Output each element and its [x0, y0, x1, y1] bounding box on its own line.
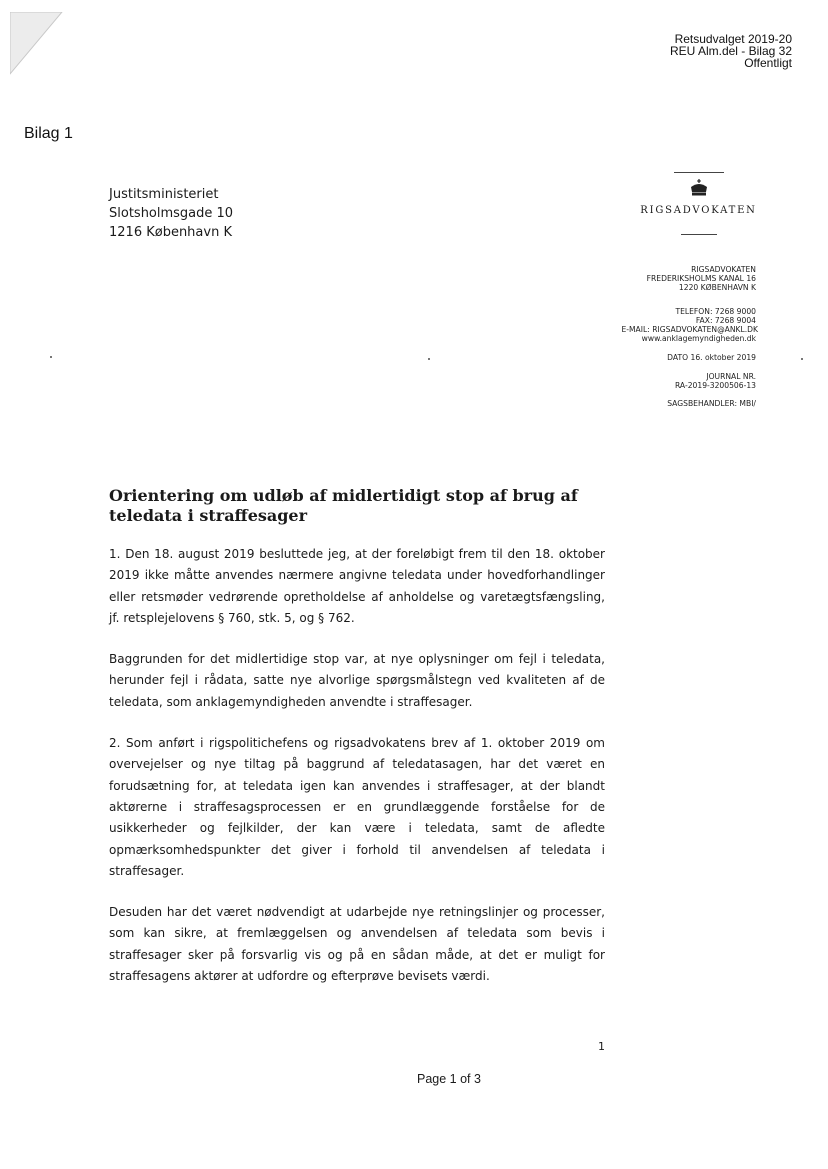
rigsadvokaten-logo [637, 172, 760, 235]
scan-speck [428, 358, 430, 360]
stamp-line-2: REU Alm.del - Bilag 32 [669, 44, 792, 58]
sender-web: www.anklagemyndigheden.dk [641, 334, 756, 344]
scan-speck [801, 358, 803, 360]
paragraph: Desuden har det været nødvendigt at udarbejde nye retningslinjer og processer, som kan sikre, at fremlæggelsen og anvendelsen af teledata som bevis i straffesager sker på forsvarlig vis og på en sådan måde, at det er muligt for straffesagens aktører at udfordre og efterprøve bevisets værdi. [109, 905, 605, 984]
stamp-line-1: Retsudvalget 2019-20 [674, 32, 792, 46]
sender-street: FREDERIKSHOLMS KANAL 16 [646, 274, 756, 284]
sender-journal-no: RA-2019-3200506-13 [674, 380, 756, 390]
recipient-address [109, 185, 233, 242]
recipient-line-1: Justitsministeriet [109, 187, 219, 202]
logo-rule-bottom [681, 234, 717, 235]
page-number: 1 [598, 1040, 605, 1053]
stamp-line-3: Offentligt [744, 56, 792, 70]
logo-rule-top [674, 172, 724, 173]
bilag-label: Bilag 1 [24, 125, 73, 142]
sender-journal-label: JOURNAL NR. [706, 371, 756, 381]
document-stamp [670, 33, 792, 69]
recipient-line-3: 1216 København K [109, 225, 232, 240]
letter-body [109, 544, 605, 1007]
letter-title: Orientering om udløb af midlertidigt stop af brug af teledata i straffesager [109, 486, 578, 525]
folded-corner-mark [10, 12, 66, 76]
page-footer: Page 1 of 3 [417, 1072, 481, 1086]
sender-details [621, 265, 756, 408]
sender-city: 1220 KØBENHAVN K [678, 283, 756, 293]
recipient-line-2: Slotsholmsgade 10 [109, 206, 234, 221]
crown-icon [689, 179, 709, 197]
paragraph: Baggrunden for det midlertidige stop var, at nye oplysninger om fejl i teledata, herunder fejl i rådata, satte nye alvorlige spørgsmålstegn ved kvaliteten af de teledata, som anklagemyndigheden anvendte i straffesager. [109, 652, 605, 709]
sender-email: E-MAIL: RIGSADVOKATEN@ANKL.DK [621, 325, 758, 335]
sender-phone: TELEFON: 7268 9000 [675, 306, 756, 316]
scan-speck [50, 356, 52, 358]
paragraph: 1. Den 18. august 2019 besluttede jeg, at der foreløbigt frem til den 18. oktober 2019 ikke måtte anvendes nærmere angivne teledata under hovedforhandlinger eller retsmøder vedrørende opretholdelse af anholdelse og varetægtsfængsling, jf. retsplejelovens § 760, stk. 5, og § 762. [109, 547, 605, 625]
logo-name: RIGSADVOKATEN [640, 205, 757, 216]
sender-handler: SAGSBEHANDLER: MBI/ [667, 399, 756, 409]
sender-fax: FAX: 7268 9004 [695, 315, 756, 325]
sender-date: DATO 16. oktober 2019 [667, 353, 756, 363]
paragraph: 2. Som anført i rigspolitichefens og rigsadvokatens brev af 1. oktober 2019 om overvejelser og nye tiltag på baggrund af teledatasagen, har det været en forudsætning for, at teledata igen kan anvendes i straffesager, at der blandt aktørerne i straffesagsprocessen er en grundlæggende forståelse for de usikkerheder og fejlkilder, der kan være i teledata, samt de afledte opmærksomhedspunkter det giver i forhold til anvendelsen af teledata i straffesager. [109, 736, 605, 878]
sender-org: RIGSADVOKATEN [691, 265, 756, 274]
